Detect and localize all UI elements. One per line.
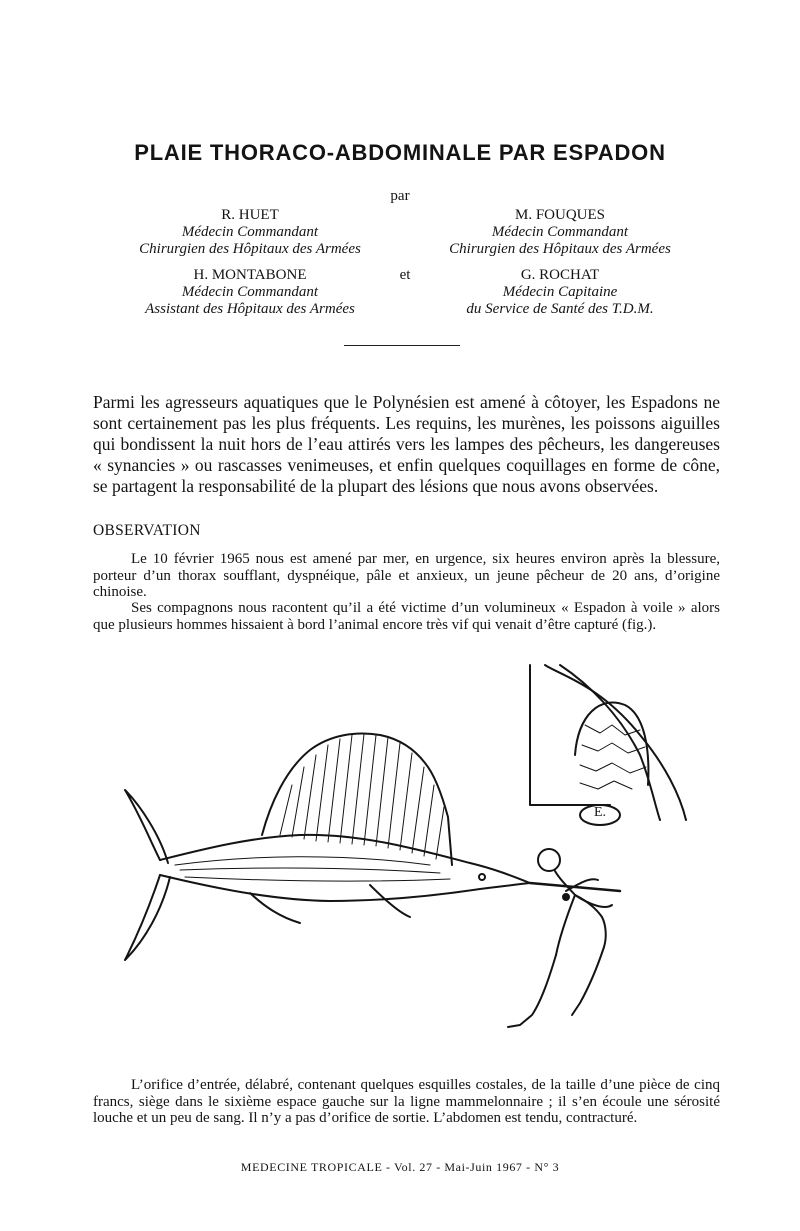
- sailfish-drawing: [125, 734, 620, 960]
- and-label: et: [399, 267, 411, 283]
- observation-paragraph-1: Le 10 février 1965 nous est amené par mer, en urgence, six heures environ après la blessure, porteur d’un thorax soufflant, dyspnéique, pâle et anxieux, un jeune pêcheur de 20 ans, d’origine chinoise.: [93, 551, 720, 600]
- intro-paragraph: Parmi les agresseurs aquatiques que le Polynésien est amené à côtoyer, les Espadons ne sont certainement pas les plus fréquents. Les requins, les murènes, les poissons aiguilles qui bondissent la nuit hors de l’eau attirés vers les lampes des pêcheurs, les dangereuses « synancies » ou rascasses venimeuses, et enfin quelques coquillages en forme de cône, se partagent la responsabilité de la plupart des lésions que nous avons observées.: [93, 392, 720, 496]
- author-rank: Médecin Commandant: [181, 284, 319, 300]
- author-name: H. MONTABONE: [193, 267, 307, 283]
- author-rank: Médecin Commandant: [491, 224, 629, 240]
- author-rank: Médecin Capitaine: [502, 284, 618, 300]
- sail-rays: [280, 734, 444, 859]
- article-title: PLAIE THORACO-ABDOMINALE PAR ESPADON: [134, 140, 666, 165]
- author-montabone: [110, 267, 390, 318]
- author-position: du Service de Santé des T.D.M.: [466, 301, 654, 317]
- author-position: Chirurgien des Hôpitaux des Armées: [139, 241, 361, 257]
- by-label: par: [390, 188, 410, 204]
- author-name: R. HUET: [221, 207, 279, 223]
- author-fouques: [410, 207, 710, 258]
- author-name: M. FOUQUES: [514, 207, 605, 223]
- inset-label: E.: [594, 805, 607, 820]
- journal-footer: MEDECINE TROPICALE - Vol. 27 - Mai-Juin 1967 - N° 3: [240, 1160, 560, 1174]
- sailfish-injury-illustration: [0, 655, 800, 1060]
- thorax-inset-drawing: [530, 665, 686, 825]
- fisherman-drawing: [508, 849, 612, 1027]
- separator-rule: [344, 345, 460, 346]
- author-rochat: [410, 267, 710, 318]
- observation-paragraph-3: L’orifice d’entrée, délabré, contenant quelques esquilles costales, de la taille d’une pièce de cinq francs, siège dans le sixième espace gauche sur la ligne mammelonnaire ; il s’en écoule une sérosité louche et un peu de sang. Il n’y a pas d’orifice de sortie. L’abdomen est tendu, contracturé.: [93, 1077, 720, 1126]
- author-huet: [110, 207, 390, 258]
- author-name: G. ROCHAT: [520, 267, 600, 283]
- author-position: Chirurgien des Hôpitaux des Armées: [449, 241, 671, 257]
- observation-paragraph-2: Ses compagnons nous racontent qu’il a été victime d’un volumineux « Espadon à voile » alors que plusieurs hommes hissaient à bord l’animal encore très vif qui venait d’être capturé (fig.).: [93, 600, 720, 633]
- author-rank: Médecin Commandant: [181, 224, 319, 240]
- author-position: Assistant des Hôpitaux des Armées: [145, 301, 355, 317]
- section-heading: OBSERVATION: [93, 522, 201, 539]
